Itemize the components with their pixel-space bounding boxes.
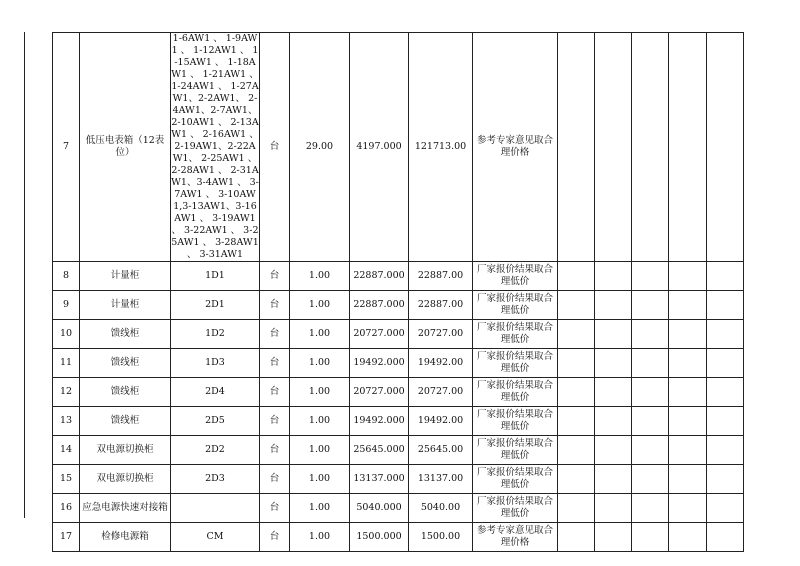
cell-total: 5040.00 (409, 494, 473, 523)
cell-empty (669, 349, 707, 378)
cell-empty (632, 494, 669, 523)
cell-empty (707, 349, 744, 378)
cell-remark: 厂家报价结果取合理低价 (473, 465, 558, 494)
cell-empty (632, 436, 669, 465)
cell-empty (595, 320, 632, 349)
cell-price: 1500.000 (350, 523, 409, 552)
cell-empty (632, 320, 669, 349)
cell-no: 16 (53, 494, 80, 523)
cell-no: 15 (53, 465, 80, 494)
cell-no: 8 (53, 262, 80, 291)
cell-name: 馈线柜 (80, 349, 171, 378)
cell-name: 馈线柜 (80, 320, 171, 349)
cell-remark: 参考专家意见取合理价格 (473, 33, 558, 262)
cell-empty (558, 320, 595, 349)
cell-empty (669, 33, 707, 262)
cell-empty (669, 436, 707, 465)
cell-model: 1D2 (171, 320, 260, 349)
cell-unit: 台 (260, 320, 290, 349)
cell-qty: 1.00 (290, 523, 350, 552)
cell-price: 5040.000 (350, 494, 409, 523)
cell-model: 2D3 (171, 465, 260, 494)
cell-qty: 1.00 (290, 407, 350, 436)
cell-no: 12 (53, 378, 80, 407)
table-row (53, 436, 744, 465)
cell-model: 1D3 (171, 349, 260, 378)
cell-empty (632, 523, 669, 552)
cell-remark: 厂家报价结果取合理低价 (473, 494, 558, 523)
cell-empty (707, 523, 744, 552)
cell-unit: 台 (260, 349, 290, 378)
cell-empty (632, 349, 669, 378)
table-row (53, 494, 744, 523)
cell-name: 计量柜 (80, 291, 171, 320)
cell-total: 13137.00 (409, 465, 473, 494)
cell-remark: 参考专家意见取合理价格 (473, 523, 558, 552)
cell-empty (669, 378, 707, 407)
cell-qty: 1.00 (290, 436, 350, 465)
cell-no: 10 (53, 320, 80, 349)
cell-price: 13137.000 (350, 465, 409, 494)
cell-total: 20727.00 (409, 320, 473, 349)
table-row (53, 33, 744, 262)
cell-unit: 台 (260, 494, 290, 523)
cell-empty (669, 320, 707, 349)
cell-qty: 1.00 (290, 465, 350, 494)
cell-empty (707, 262, 744, 291)
cell-empty (669, 291, 707, 320)
table-row (53, 465, 744, 494)
table-row (53, 378, 744, 407)
cell-empty (707, 320, 744, 349)
cell-empty (669, 465, 707, 494)
cell-qty: 1.00 (290, 494, 350, 523)
cell-empty (558, 291, 595, 320)
cell-total: 121713.00 (409, 33, 473, 262)
cell-unit: 台 (260, 407, 290, 436)
cell-unit: 台 (260, 436, 290, 465)
cell-empty (669, 494, 707, 523)
cell-unit: 台 (260, 465, 290, 494)
cell-model: 2D5 (171, 407, 260, 436)
cell-empty (669, 262, 707, 291)
cell-name: 计量柜 (80, 262, 171, 291)
cell-model: 1-6AW1 、 1-9AW1 、 1-12AW1 、 1-15AW1 、 1-18AW1 、 1-21AW1 、 1-24AW1 、 1-27AW1、2-2AW1、 2-4AW1、2-7AW1、 2-10AW1 、 2-13AW1 、 2-16AW1 、 2-19AW1、2-22AW1、 2-25AW1 、 2-28AW1 、 2-31AW1、3-4AW1 、 3-7AW1 、 3-10AW1,3-13AW1、3-16AW1 、 3-19AW1 、 3-22AW1 、 3-25AW1 、 3-28AW1 、 3-31AW1 (171, 33, 259, 260)
cell-qty: 1.00 (290, 349, 350, 378)
cell-price: 19492.000 (350, 407, 409, 436)
cell-empty (632, 465, 669, 494)
cell-empty (669, 407, 707, 436)
cell-total: 19492.00 (409, 407, 473, 436)
cell-remark: 厂家报价结果取合理低价 (473, 378, 558, 407)
cell-empty (558, 378, 595, 407)
cell-price: 22887.000 (350, 291, 409, 320)
cell-price: 20727.000 (350, 320, 409, 349)
cell-remark: 厂家报价结果取合理低价 (473, 407, 558, 436)
cell-empty (632, 378, 669, 407)
cell-empty (595, 465, 632, 494)
table-row (53, 262, 744, 291)
cell-price: 22887.000 (350, 262, 409, 291)
table-row (53, 349, 744, 378)
cell-no: 9 (53, 291, 80, 320)
cell-unit: 台 (260, 291, 290, 320)
cell-empty (669, 523, 707, 552)
cell-empty (595, 262, 632, 291)
cell-empty (595, 407, 632, 436)
cell-model: 2D2 (171, 436, 260, 465)
cell-remark: 厂家报价结果取合理低价 (473, 436, 558, 465)
cell-empty (632, 33, 669, 262)
cell-empty (595, 523, 632, 552)
cell-remark: 厂家报价结果取合理低价 (473, 262, 558, 291)
cell-empty (558, 349, 595, 378)
cell-empty (707, 291, 744, 320)
cell-no: 7 (53, 33, 80, 262)
table-body (53, 33, 744, 552)
cell-empty (707, 378, 744, 407)
left-margin-line (24, 32, 25, 518)
cell-empty (558, 436, 595, 465)
cell-name: 双电源切换柜 (80, 436, 171, 465)
cell-model: 2D1 (171, 291, 260, 320)
cell-unit: 台 (260, 378, 290, 407)
cell-empty (707, 465, 744, 494)
cell-unit: 台 (260, 262, 290, 291)
table-row (53, 320, 744, 349)
cell-price: 4197.000 (350, 33, 409, 262)
cell-empty (707, 407, 744, 436)
cell-empty (632, 262, 669, 291)
cell-empty (595, 291, 632, 320)
cell-name: 馈线柜 (80, 407, 171, 436)
cell-remark: 厂家报价结果取合理低价 (473, 349, 558, 378)
cell-total: 20727.00 (409, 378, 473, 407)
table-row (53, 523, 744, 552)
cell-name: 应急电源快速对接箱 (80, 494, 171, 523)
cell-model (171, 494, 260, 523)
cell-empty (558, 407, 595, 436)
cell-empty (558, 494, 595, 523)
cell-name: 低压电表箱（12表位） (80, 33, 171, 262)
cell-price: 20727.000 (350, 378, 409, 407)
cell-no: 17 (53, 523, 80, 552)
cell-no: 14 (53, 436, 80, 465)
cell-empty (707, 494, 744, 523)
cell-no: 11 (53, 349, 80, 378)
cell-empty (558, 262, 595, 291)
cell-name: 检修电源箱 (80, 523, 171, 552)
cell-empty (632, 291, 669, 320)
cell-name: 馈线柜 (80, 378, 171, 407)
cell-qty: 29.00 (290, 33, 350, 262)
cell-no: 13 (53, 407, 80, 436)
cell-empty (595, 349, 632, 378)
cell-empty (558, 465, 595, 494)
cell-qty: 1.00 (290, 378, 350, 407)
cell-empty (632, 407, 669, 436)
cell-remark: 厂家报价结果取合理低价 (473, 291, 558, 320)
cell-empty (595, 436, 632, 465)
cell-total: 22887.00 (409, 262, 473, 291)
table-row (53, 407, 744, 436)
cell-total: 1500.00 (409, 523, 473, 552)
cell-qty: 1.00 (290, 291, 350, 320)
cell-qty: 1.00 (290, 320, 350, 349)
cell-price: 19492.000 (350, 349, 409, 378)
cell-name: 双电源切换柜 (80, 465, 171, 494)
cell-total: 22887.00 (409, 291, 473, 320)
cell-total: 19492.00 (409, 349, 473, 378)
cell-empty (595, 494, 632, 523)
cell-unit: 台 (260, 33, 290, 262)
cell-model: 1D1 (171, 262, 260, 291)
table-row (53, 291, 744, 320)
cell-total: 25645.00 (409, 436, 473, 465)
cell-empty (707, 436, 744, 465)
price-table (52, 32, 744, 552)
cell-price: 25645.000 (350, 436, 409, 465)
cell-empty (595, 33, 632, 262)
cell-empty (558, 33, 595, 262)
cell-model: 2D4 (171, 378, 260, 407)
cell-qty: 1.00 (290, 262, 350, 291)
cell-empty (595, 378, 632, 407)
cell-unit: 台 (260, 523, 290, 552)
cell-model: CM (171, 523, 260, 552)
cell-empty (558, 523, 595, 552)
cell-remark: 厂家报价结果取合理低价 (473, 320, 558, 349)
cell-empty (707, 33, 744, 262)
